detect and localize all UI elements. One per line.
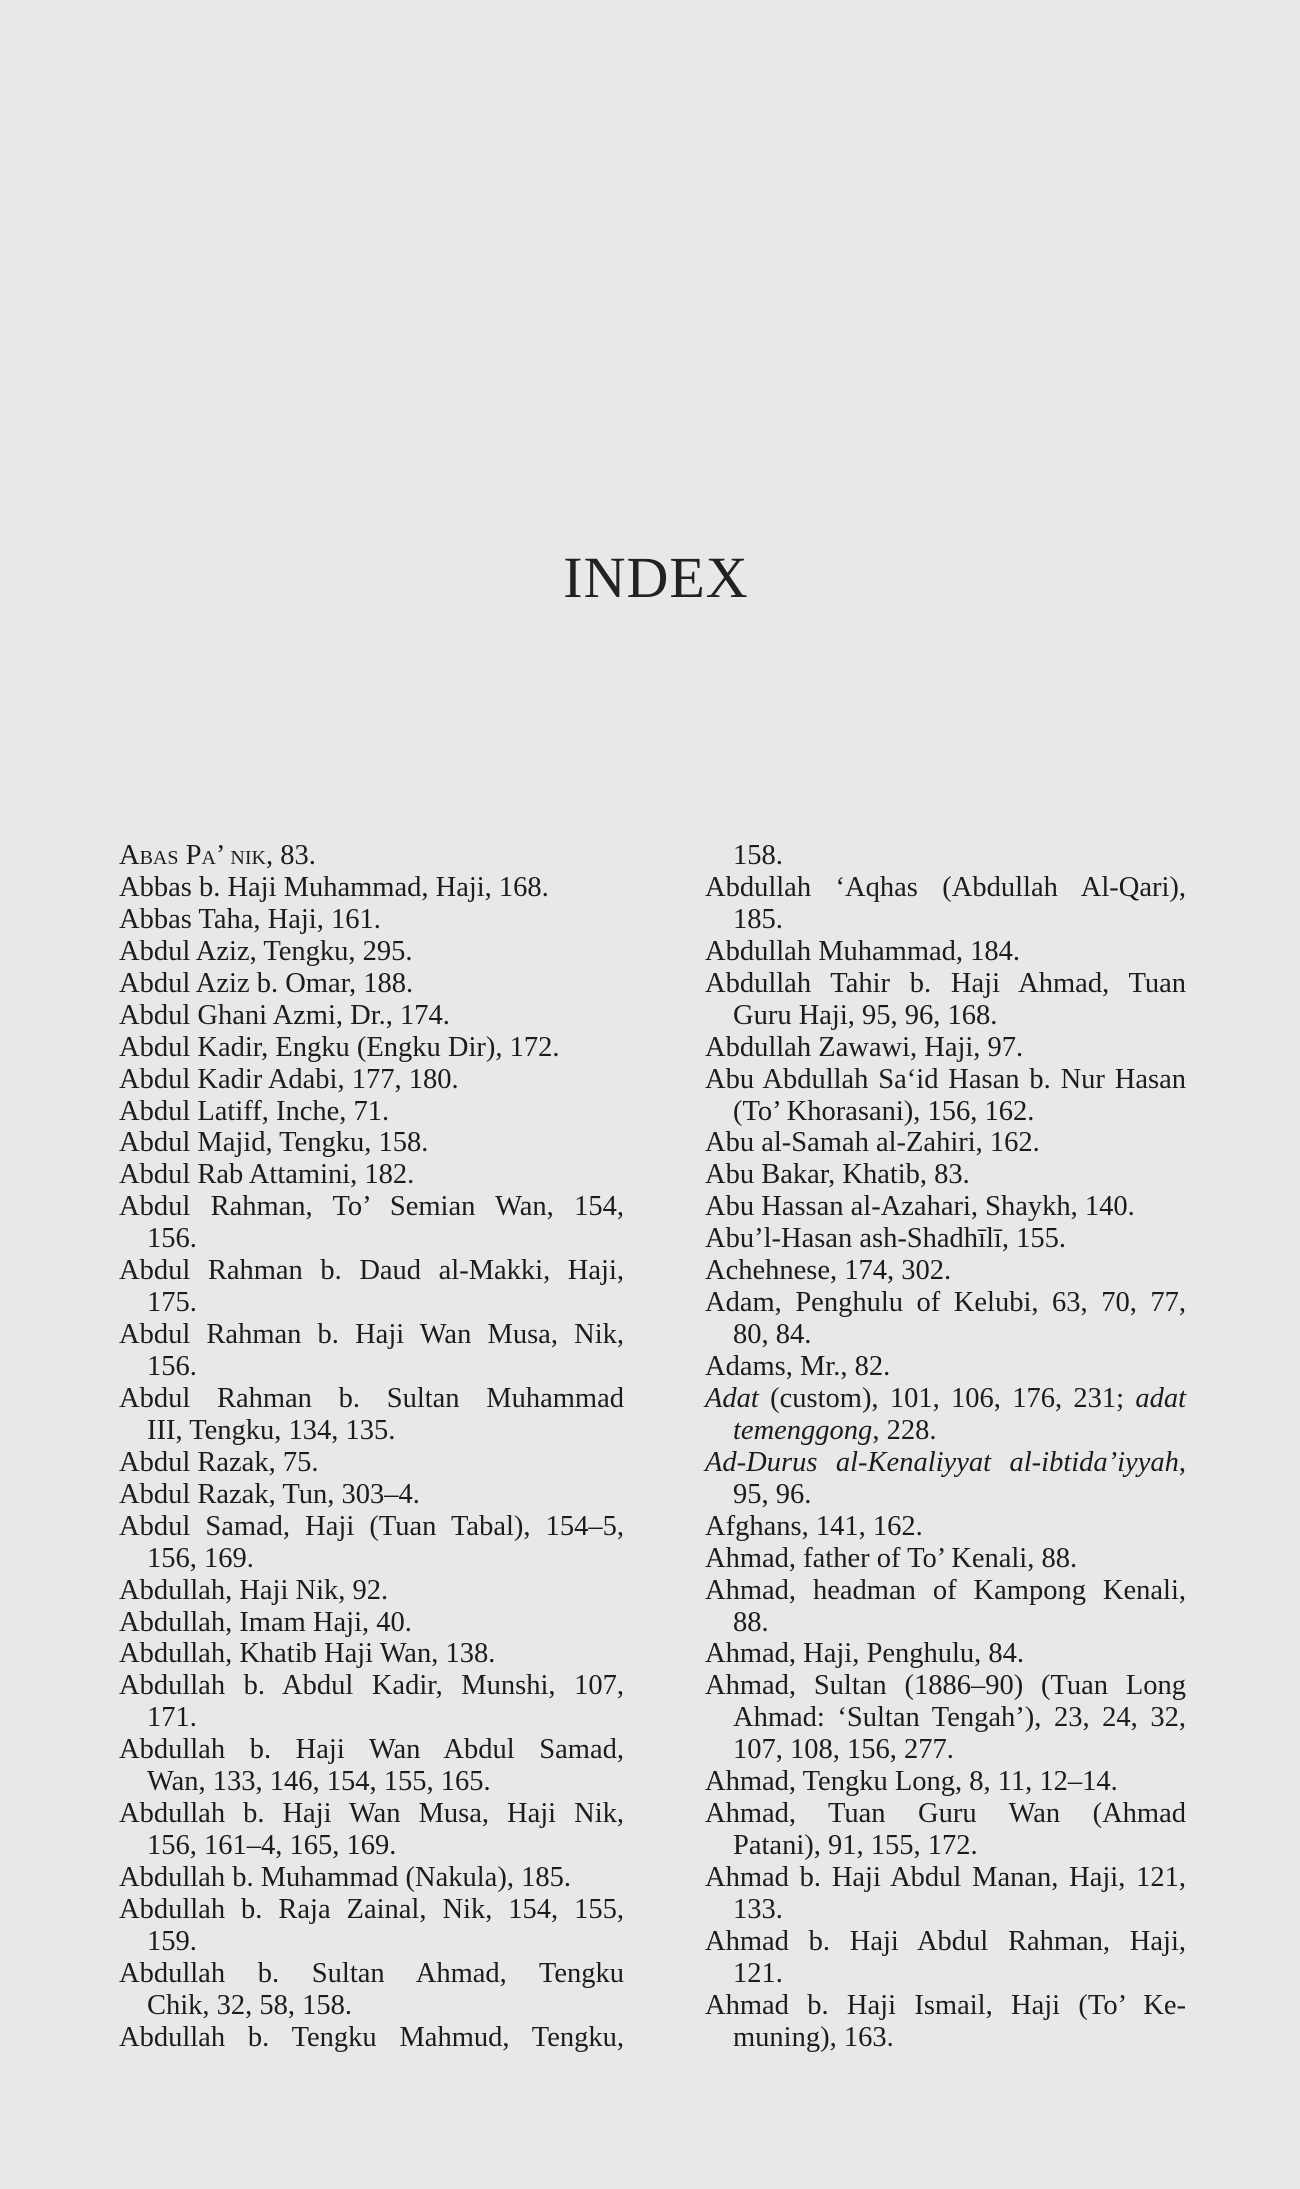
index-line: Abdul Rahman b. Sultan Muhammad bbox=[119, 1382, 624, 1414]
index-line: Abu al-Samah al-Zahiri, 162. bbox=[705, 1127, 1040, 1159]
index-line bbox=[705, 1447, 1186, 1479]
index-entry bbox=[705, 1638, 1186, 1670]
index-line: (To’ Khorasani), 156, 162. bbox=[733, 1095, 1035, 1127]
index-line: 156, 169. bbox=[147, 1542, 254, 1574]
index-line: Ahmad, Tengku Long, 8, 11, 12–14. bbox=[705, 1766, 1118, 1798]
index-line: 175. bbox=[147, 1287, 197, 1319]
index-entry bbox=[705, 1766, 1186, 1798]
index-entry bbox=[119, 1096, 624, 1128]
index-line: Abdullah b. Haji Wan Abdul Samad, bbox=[119, 1734, 624, 1766]
index-line: Abdul Razak, Tun, 303–4. bbox=[119, 1478, 420, 1510]
index-line: Ahmad, headman of Kampong Kenali, bbox=[705, 1574, 1186, 1606]
index-line: Adam, Penghulu of Kelubi, 63, 70, 77, bbox=[705, 1287, 1186, 1319]
index-line: Ahmad b. Haji Abdul Rahman, Haji, bbox=[705, 1925, 1186, 1957]
index-entry bbox=[119, 1607, 624, 1639]
index-line: Abdul Rab Attamini, 182. bbox=[119, 1159, 415, 1191]
index-entry bbox=[705, 936, 1186, 968]
index-line: 88. bbox=[733, 1606, 769, 1638]
index-entry bbox=[119, 1255, 624, 1319]
index-entry bbox=[119, 1958, 624, 2022]
index-line: 156. bbox=[147, 1223, 197, 1255]
index-line: Abdullah Zawawi, Haji, 97. bbox=[705, 1031, 1024, 1063]
index-line: Abdullah, Imam Haji, 40. bbox=[119, 1606, 412, 1638]
index-line: 158. bbox=[733, 840, 783, 871]
index-entry bbox=[119, 1000, 624, 1032]
index-line: Abdul Latiff, Inche, 71. bbox=[119, 1095, 390, 1127]
index-entry bbox=[119, 840, 624, 872]
italic-term: adat bbox=[1135, 1382, 1186, 1414]
index-line bbox=[705, 1383, 1186, 1415]
index-entry bbox=[705, 1798, 1186, 1862]
index-entry bbox=[705, 840, 1186, 872]
index-entry bbox=[119, 936, 624, 968]
index-line: Abdul Razak, 75. bbox=[119, 1446, 319, 1478]
index-line: Afghans, 141, 162. bbox=[705, 1510, 923, 1542]
index-entry bbox=[705, 1447, 1186, 1511]
index-entry bbox=[119, 1575, 624, 1607]
index-entry bbox=[119, 968, 624, 1000]
index-entry bbox=[119, 1511, 624, 1575]
index-entry bbox=[119, 1447, 624, 1479]
index-line: 171. bbox=[147, 1702, 197, 1734]
index-entry bbox=[705, 1351, 1186, 1383]
index-entry bbox=[705, 1191, 1186, 1223]
index-entry bbox=[705, 1064, 1186, 1128]
index-entry bbox=[119, 1734, 624, 1798]
index-entry bbox=[119, 1862, 624, 1894]
index-line: Abdullah ‘Aqhas (Abdullah Al-Qari), bbox=[705, 871, 1186, 903]
index-entry bbox=[705, 1255, 1186, 1287]
index-line: 185. bbox=[733, 903, 783, 935]
index-line: Abdullah b. Raja Zainal, Nik, 154, 155, bbox=[119, 1893, 624, 1925]
index-entry bbox=[705, 872, 1186, 936]
index-line: Achehnese, 174, 302. bbox=[705, 1255, 952, 1287]
index-line: Chik, 32, 58, 158. bbox=[147, 1989, 353, 2021]
index-entry bbox=[119, 1319, 624, 1383]
index-text: , 228. bbox=[872, 1414, 937, 1446]
index-entry bbox=[119, 1894, 624, 1958]
index-line: Abas Pa’ nik, 83. bbox=[119, 840, 316, 871]
index-line: Abdullah b. Tengku Mahmud, Tengku, bbox=[119, 2021, 624, 2053]
index-line: muning), 163. bbox=[733, 2021, 894, 2053]
index-line: 80, 84. bbox=[733, 1319, 812, 1351]
index-line: Abu Hassan al-Azahari, Shaykh, 140. bbox=[705, 1191, 1135, 1223]
italic-term: Adat bbox=[705, 1382, 759, 1414]
index-line: 121. bbox=[733, 1957, 783, 1989]
index-line: Abdul Samad, Haji (Tuan Tabal), 154–5, bbox=[119, 1510, 624, 1542]
index-line: 156. bbox=[147, 1351, 197, 1382]
index-text: (custom), 101, 106, 176, 231; bbox=[758, 1382, 1136, 1414]
index-entry bbox=[119, 872, 624, 904]
index-line: Ahmad b. Haji Abdul Manan, Haji, 121, bbox=[705, 1862, 1186, 1893]
index-line: Abdullah b. Muhammad (Nakula), 185. bbox=[119, 1862, 571, 1893]
index-line: Abdul Majid, Tengku, 158. bbox=[119, 1127, 429, 1159]
index-line: III, Tengku, 134, 135. bbox=[147, 1414, 396, 1446]
index-entry bbox=[119, 1383, 624, 1447]
index-entry bbox=[119, 1479, 624, 1511]
index-entry bbox=[705, 1032, 1186, 1064]
index-entry bbox=[119, 1638, 624, 1670]
index-line bbox=[705, 1415, 1186, 1447]
index-text: , bbox=[1178, 1446, 1186, 1478]
index-entry bbox=[119, 1064, 624, 1096]
index-line: Abdul Rahman b. Daud al-Makki, Haji, bbox=[119, 1255, 624, 1287]
index-line: 156, 161–4, 165, 169. bbox=[147, 1830, 397, 1862]
index-line: Ahmad b. Haji Ismail, Haji (To’ Ke- bbox=[705, 1989, 1186, 2021]
index-column-left bbox=[119, 840, 624, 2054]
index-entry bbox=[119, 1159, 624, 1191]
index-line: Abu’l-Hasan ash-Shadhīlī, 155. bbox=[705, 1223, 1066, 1255]
index-line: Abdul Kadir, Engku (Engku Dir), 172. bbox=[119, 1031, 560, 1063]
index-entry bbox=[705, 1287, 1186, 1351]
index-line: Abu Abdullah Sa‘id Hasan b. Nur Hasan bbox=[705, 1063, 1186, 1095]
index-entry bbox=[119, 904, 624, 936]
index-entry bbox=[705, 1862, 1186, 1926]
index-line: 107, 108, 156, 277. bbox=[733, 1734, 954, 1766]
index-entry bbox=[119, 1032, 624, 1064]
index-entry bbox=[119, 1191, 624, 1255]
index-line: Patani), 91, 155, 172. bbox=[733, 1830, 978, 1862]
index-entry bbox=[705, 1159, 1186, 1191]
index-entry bbox=[119, 2022, 624, 2054]
index-line: Abdullah, Khatib Haji Wan, 138. bbox=[119, 1638, 496, 1670]
index-entry bbox=[705, 1383, 1186, 1447]
index-line: 159. bbox=[147, 1925, 197, 1957]
index-line: Abdul Rahman, To’ Semian Wan, 154, bbox=[119, 1191, 624, 1223]
index-line: Abdul Aziz b. Omar, 188. bbox=[119, 967, 414, 999]
index-line: 133. bbox=[733, 1893, 783, 1925]
index-line: Abdullah Muhammad, 184. bbox=[705, 935, 1021, 967]
index-entry bbox=[119, 1670, 624, 1734]
index-entry bbox=[705, 1511, 1186, 1543]
index-line: Abdullah, Haji Nik, 92. bbox=[119, 1574, 389, 1606]
index-line: Ahmad, Sultan (1886–90) (Tuan Long bbox=[705, 1670, 1186, 1702]
index-entry bbox=[705, 968, 1186, 1032]
index-entry bbox=[705, 1926, 1186, 1990]
index-entry bbox=[705, 1990, 1186, 2054]
index-line: Wan, 133, 146, 154, 155, 165. bbox=[147, 1766, 491, 1798]
index-entry bbox=[705, 1670, 1186, 1766]
index-line: Guru Haji, 95, 96, 168. bbox=[733, 999, 998, 1031]
index-entry bbox=[705, 1543, 1186, 1575]
index-line: Abdul Kadir Adabi, 177, 180. bbox=[119, 1063, 459, 1095]
index-line: 95, 96. bbox=[733, 1478, 812, 1510]
index-column-right bbox=[705, 840, 1186, 2054]
index-line: Abu Bakar, Khatib, 83. bbox=[705, 1159, 970, 1191]
index-line: Abdul Aziz, Tengku, 295. bbox=[119, 935, 413, 967]
index-line: Ahmad, Haji, Penghulu, 84. bbox=[705, 1638, 1025, 1670]
index-line: Abbas Taha, Haji, 161. bbox=[119, 903, 381, 935]
index-line: Ahmad, Tuan Guru Wan (Ahmad bbox=[705, 1798, 1186, 1830]
index-entry bbox=[705, 1127, 1186, 1159]
index-line: Abdul Rahman b. Haji Wan Musa, Nik, bbox=[119, 1319, 624, 1351]
italic-term: Ad-Durus al-Kenaliyyat al-ibtida’iyyah bbox=[705, 1446, 1179, 1478]
italic-term: temenggong bbox=[733, 1414, 873, 1446]
index-line: Abdullah b. Sultan Ahmad, Tengku bbox=[119, 1957, 624, 1989]
index-line: Abdullah Tahir b. Haji Ahmad, Tuan bbox=[705, 967, 1186, 999]
index-line: Adams, Mr., 82. bbox=[705, 1351, 891, 1382]
page-title: INDEX bbox=[563, 545, 749, 610]
index-line: Abdul Ghani Azmi, Dr., 174. bbox=[119, 999, 450, 1031]
index-line: Ahmad: ‘Sultan Tengah’), 23, 24, 32, bbox=[733, 1702, 1186, 1734]
index-line: Abbas b. Haji Muhammad, Haji, 168. bbox=[119, 871, 549, 903]
index-line: Abdullah b. Haji Wan Musa, Haji Nik, bbox=[119, 1798, 624, 1830]
index-entry bbox=[705, 1575, 1186, 1639]
index-entry bbox=[705, 1223, 1186, 1255]
index-entry bbox=[119, 1127, 624, 1159]
index-line: Abdullah b. Abdul Kadir, Munshi, 107, bbox=[119, 1670, 624, 1702]
index-entry bbox=[119, 1798, 624, 1862]
index-line: Ahmad, father of To’ Kenali, 88. bbox=[705, 1542, 1078, 1574]
